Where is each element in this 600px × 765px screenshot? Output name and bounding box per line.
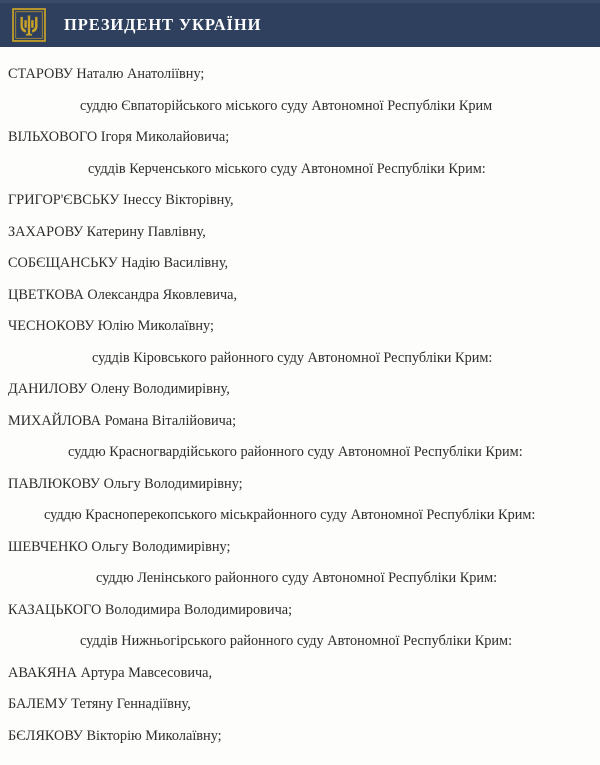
document-line-person: ПАВЛЮКОВУ Ольгу Володимирівну; <box>8 475 243 492</box>
document-line-person: БЄЛЯКОВУ Вікторію Миколаївну; <box>8 727 222 744</box>
document-line-person: ГРИГОР'ЄВСЬКУ Інессу Вікторівну, <box>8 192 234 208</box>
page-header <box>0 0 600 47</box>
document-line-person: ЗАХАРОВУ Катерину Павлівну, <box>8 223 206 240</box>
document-line-person: СТАРОВУ Наталю Анатоліївну; <box>8 66 205 82</box>
document-line-person: ЦВЕТКОВА Олександра Яковлевича, <box>8 286 238 303</box>
document-line-person: БАЛЕМУ Тетяну Геннадіївну, <box>8 696 191 712</box>
document-line-court: суддів Нижньогірського районного суду Автономної Республіки Крим: <box>80 633 513 649</box>
ukraine-trident-emblem-icon <box>12 8 46 42</box>
document-line-court: суддю Ленінського районного суду Автономної Республіки Крим: <box>96 570 498 586</box>
document-line-person: ШЕВЧЕНКО Ольгу Володимирівну; <box>8 538 231 555</box>
document-line-court: суддю Красногвардійського районного суду Автономної Республіки Крим: <box>68 444 523 460</box>
document-line-person: СОБЄЩАНСЬКУ Надію Василівну, <box>8 255 229 271</box>
document-line-court: суддю Красноперекопського міськрайонного суду Автономної Республіки Крим: <box>44 507 536 523</box>
document-line-court: суддю Євпаторійського міського суду Автономної Республіки Крим <box>80 97 493 114</box>
document-line-person: ЧЕСНОКОВУ Юлію Миколаївну; <box>8 318 214 334</box>
document-line-court: суддів Керченського міського суду Автономної Республіки Крим: <box>88 160 486 177</box>
document-line-person: АВАКЯНА Артура Мавсесовича, <box>8 664 213 681</box>
document-line-person: ДАНИЛОВУ Олену Володимирівну, <box>8 381 230 397</box>
page-title: ПРЕЗИДЕНТ УКРАЇНИ <box>64 14 262 34</box>
document-text-body <box>0 59 600 752</box>
document-line-court: суддів Кіровського районного суду Автономної Республіки Крим: <box>92 349 493 366</box>
document-line-person: МИХАЙЛОВА Романа Віталійовича; <box>8 412 237 429</box>
document-line-person: ВІЛЬХОВОГО Ігоря Миколайовича; <box>8 129 230 145</box>
document-line-person: КАЗАЦЬКОГО Володимира Володимировича; <box>8 601 293 618</box>
